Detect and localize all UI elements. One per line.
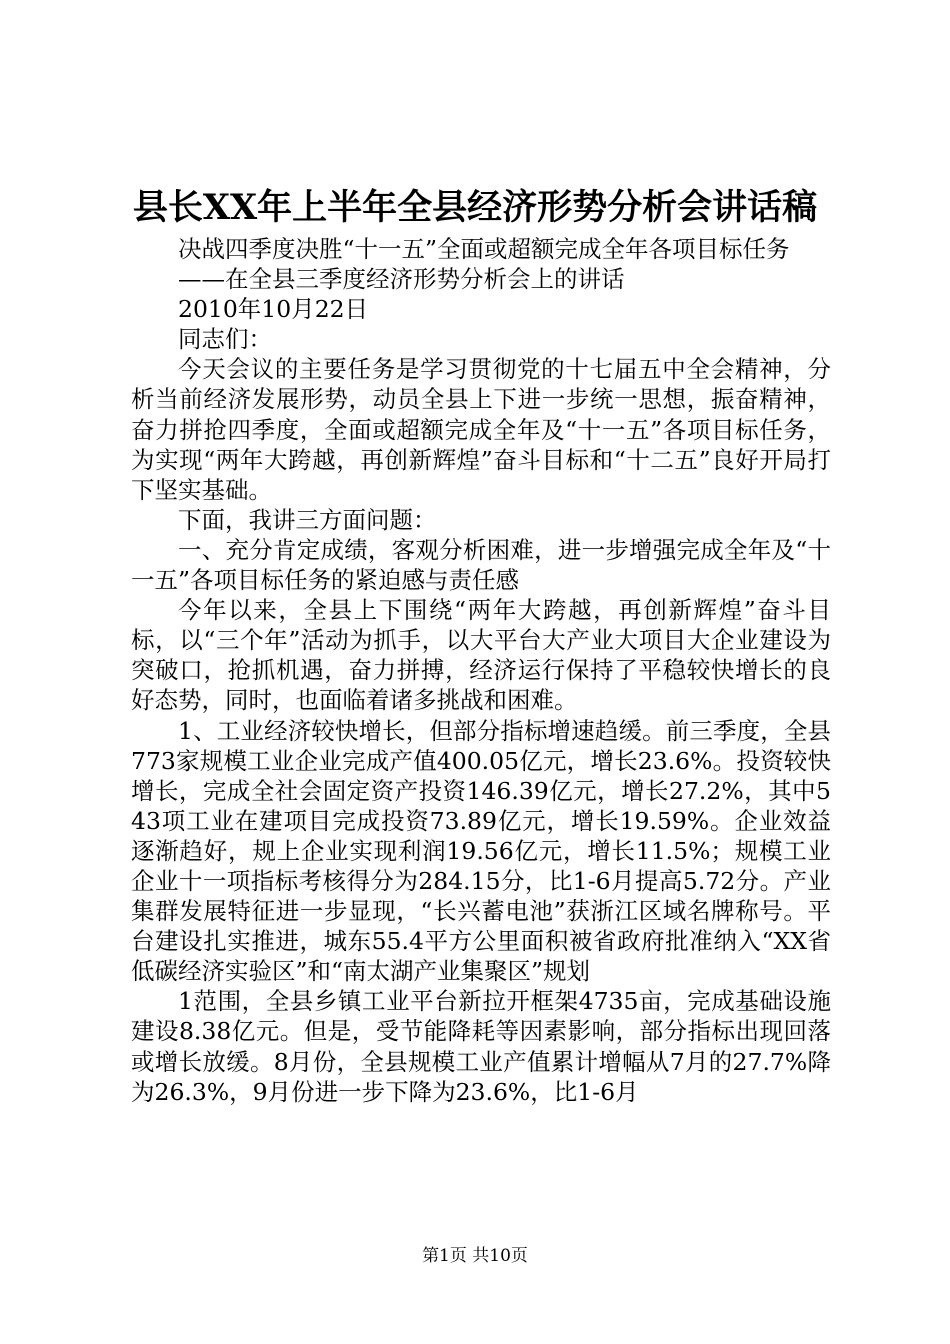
body-paragraph: 下面，我讲三方面问题：: [178, 505, 437, 534]
salutation: 同志们：: [178, 325, 272, 354]
body-paragraph: 今年以来，全县上下围绕“两年大跨越，再创新辉煌”奋斗目标，以“三个年”活动为抓手，以大平台大产业大项目大企业建设为突破口，抢抓机遇，奋力拼搏，经济运行保持了平稳较快增长的良好态势，同时，也面临着诸多挑战和困难。: [131, 596, 831, 715]
page-footer: 第1页 共10页: [422, 1246, 528, 1266]
body-paragraph: 1范围，全县乡镇工业平台新拉开框架4735亩，完成基础设施建设8.38亿元。但是，受节能降耗等因素影响，部分指标出现回落或增长放缓。8月份，全县规模工业产值累计增幅从7月的27.7%降为26.3%，9月份进一步下降为23.6%，比1-6月: [131, 987, 831, 1106]
document-body: [131, 234, 831, 1107]
body-paragraph: 1、工业经济较快增长，但部分指标增速趋缓。前三季度，全县773家规模工业企业完成产值400.05亿元，增长23.6%。投资较快增长，完成全社会固定资产投资146.39亿元，增长27.2%，其中543项工业在建项目完成投资73.89亿元，增长19.59%。企业效益逐渐趋好，规上企业实现利润19.56亿元，增长11.5%；规模工业企业十一项指标考核得分为284.15分，比1-6月提高5.72分。产业集群发展特征进一步显现，“长兴蓄电池”获浙江区域名牌称号。平台建设扎实推进，城东55.4平方公里面积被省政府批准纳入“XX省低碳经济实验区”和“南太湖产业集聚区”规划: [131, 716, 831, 986]
subtitle-paragraph: 决战四季度决胜“十一五”全面或超额完成全年各项目标任务: [178, 235, 790, 263]
speech-occasion: ——在全县三季度经济形势分析会上的讲话: [178, 265, 625, 294]
section-heading: 一、充分肯定成绩，客观分析困难，进一步增强完成全年及“十一五”各项目标任务的紧迫感与责任感: [131, 535, 831, 595]
body-paragraph: 今天会议的主要任务是学习贯彻党的十七届五中全会精神，分析当前经济发展形势，动员全县上下进一步统一思想，振奋精神，奋力拼抢四季度，全面或超额完成全年及“十一五”各项目标任务，为实现“两年大跨越，再创新辉煌”奋斗目标和“十二五”良好开局打下坚实基础。: [131, 355, 831, 504]
document-title: 县长XX年上半年全县经济形势分析会讲话稿: [132, 187, 818, 228]
speech-date: 2010年10月22日: [178, 295, 369, 324]
